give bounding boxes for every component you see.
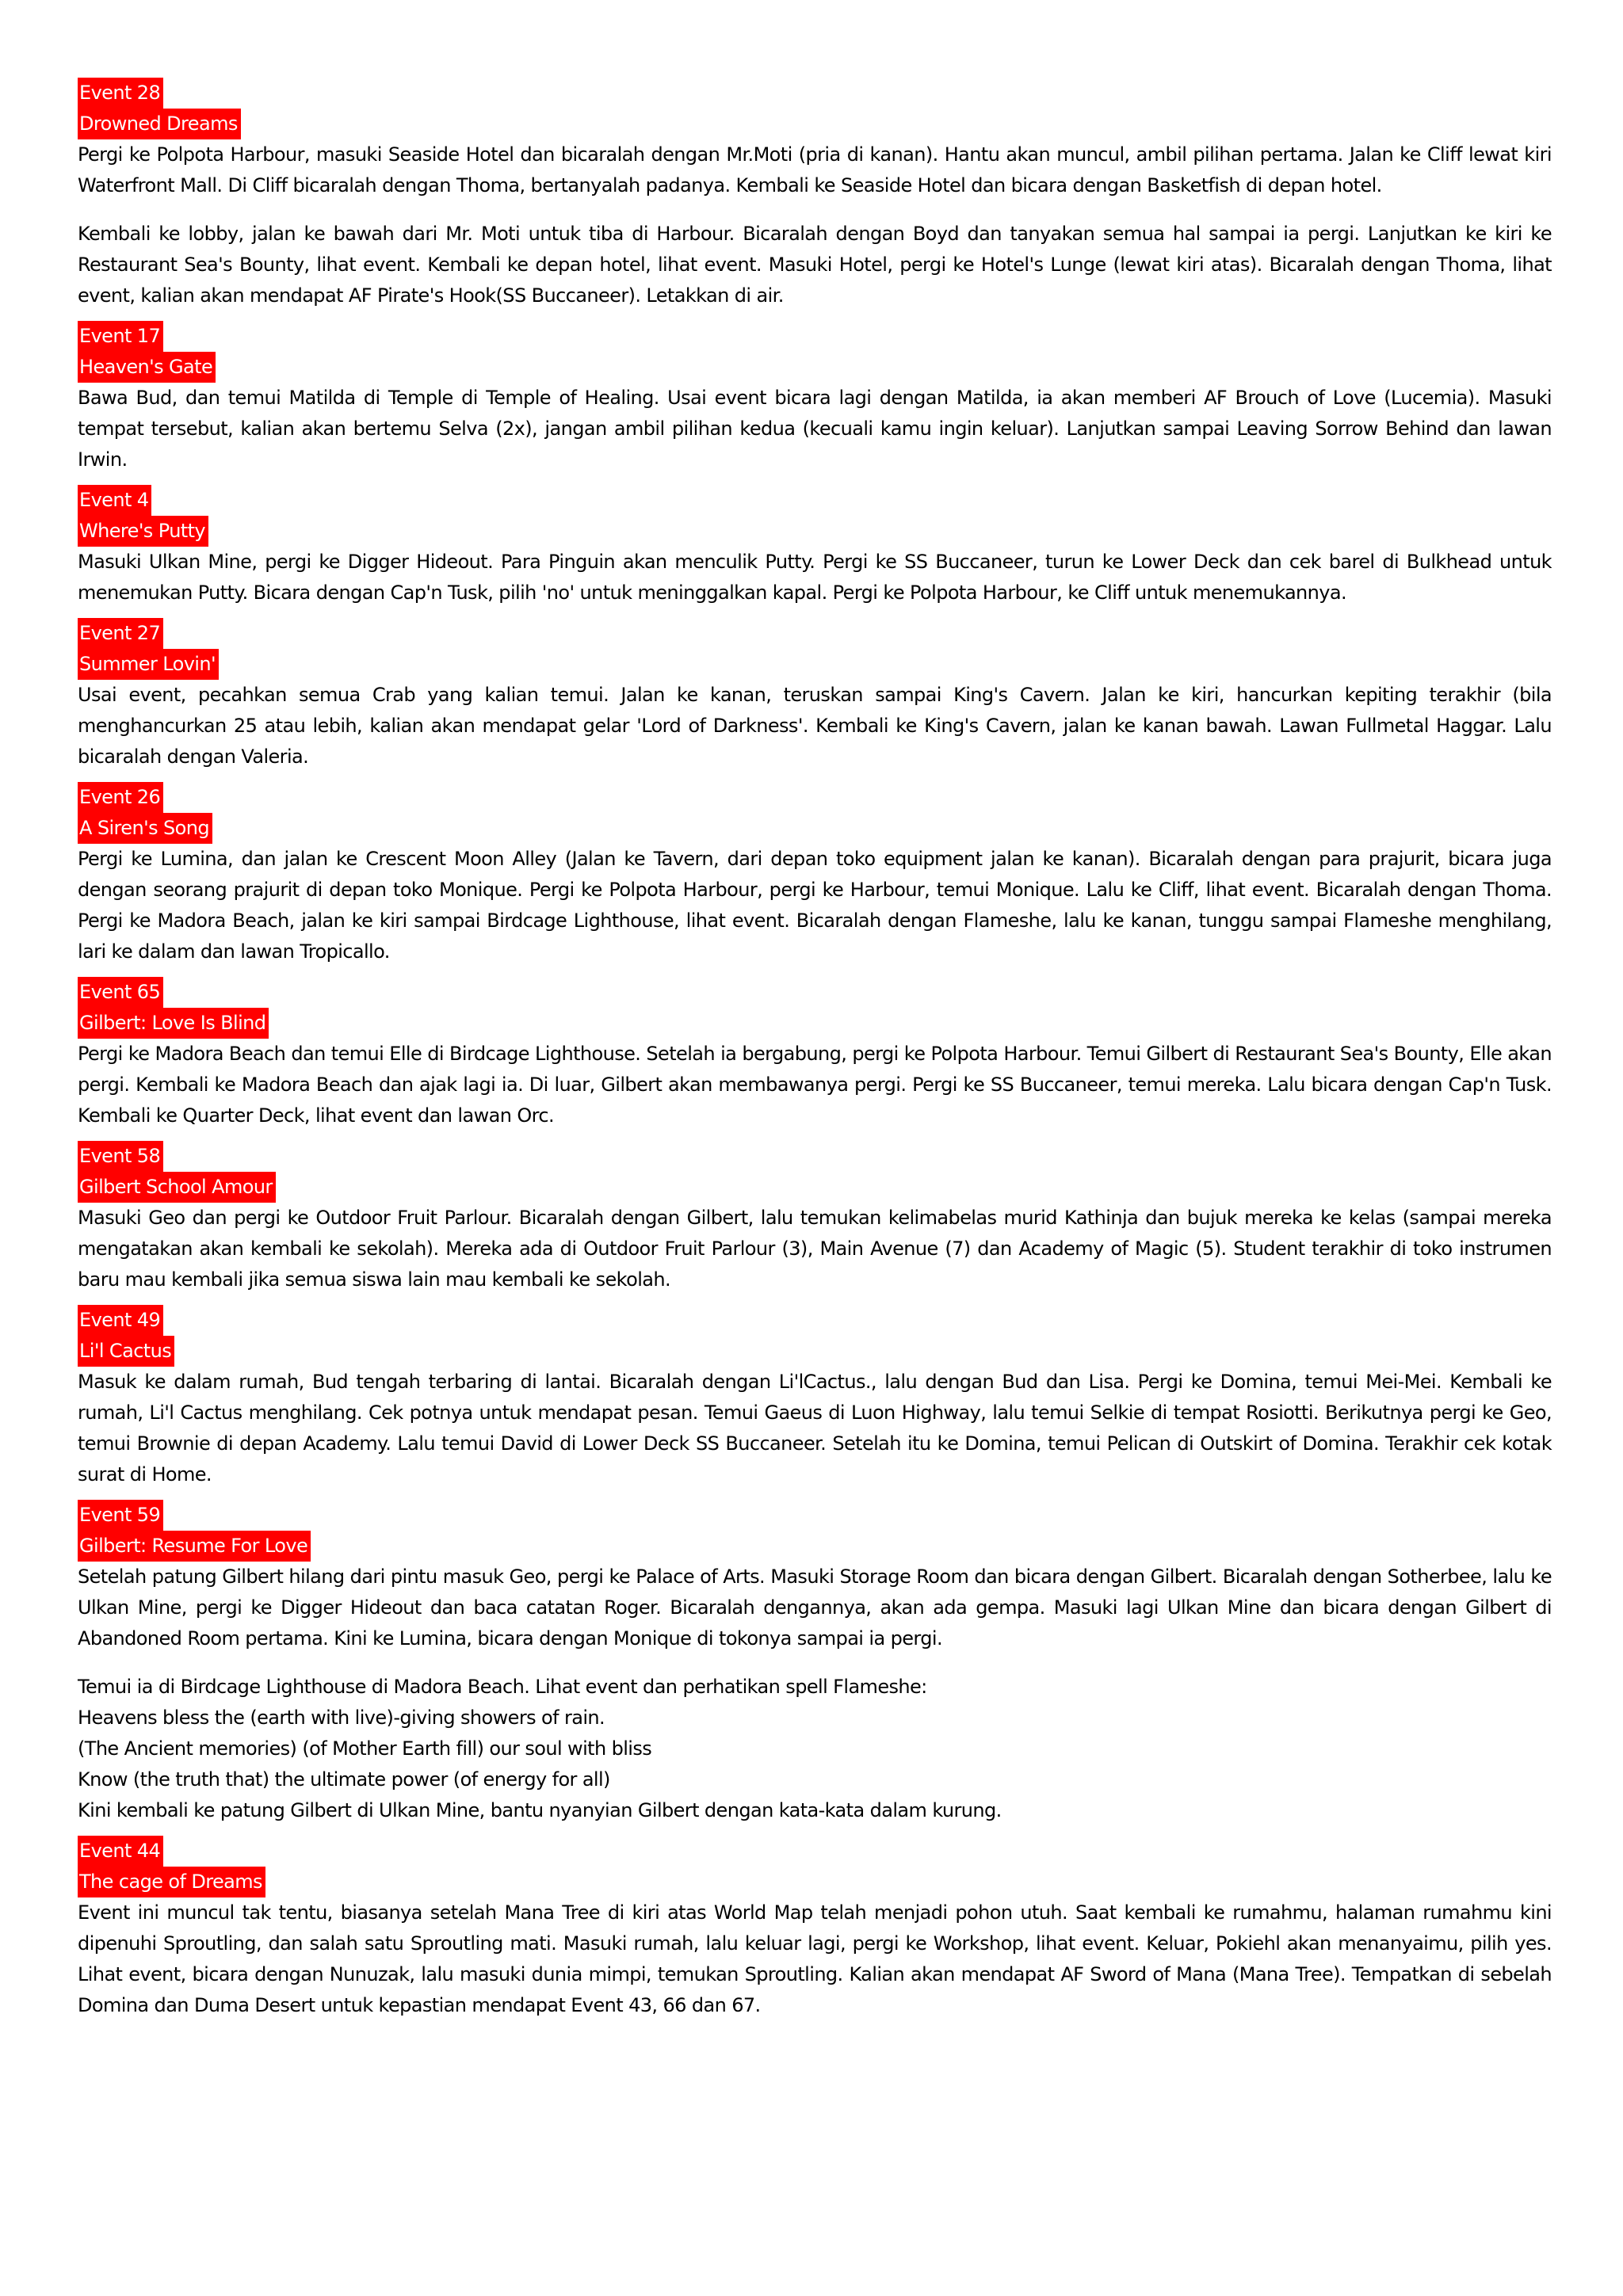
event-paragraph: Pergi ke Lumina, dan jalan ke Crescent Moon Alley (Jalan ke Tavern, dari depan toko equipment jalan ke kanan). Bicaralah dengan para prajurit, bicara juga dengan seorang prajurit di depan toko Monique. Pergi ke Polpota Harbour, pergi ke Harbour, temui Monique. Lalu ke Cliff, lihat event. Bicaralah dengan Thoma. Pergi ke Madora Beach, jalan ke kiri sampai Birdcage Lighthouse, lihat event. Bicaralah dengan Flameshe, lalu ke kanan, tunggu sampai Flameshe menghilang, lari ke dalam dan lawan Tropicallo. — [78, 848, 1552, 963]
event-number: Event 59 — [78, 1500, 163, 1531]
event-section — [78, 321, 1552, 475]
event-number: Event 28 — [78, 78, 163, 109]
event-paragraph: Usai event, pecahkan semua Crab yang kalian temui. Jalan ke kanan, teruskan sampai King's Cavern. Jalan ke kiri, hancurkan kepiting terakhir (bila menghancurkan 25 atau lebih, kalian akan mendapat gelar 'Lord of Darkness'. Kembali ke King's Cavern, jalan ke kanan bawah. Lawan Fullmetal Haggar. Lalu bicaralah dengan Valeria. — [78, 684, 1552, 768]
event-section — [78, 1141, 1552, 1295]
event-number: Event 65 — [78, 977, 163, 1008]
event-paragraph: Masuk ke dalam rumah, Bud tengah terbaring di lantai. Bicaralah dengan Li'lCactus., lalu dengan Bud dan Lisa. Pergi ke Domina, temui Mei-Mei. Kembali ke rumah, Li'l Cactus menghilang. Cek potnya untuk mendapat pesan. Temui Gaeus di Luon Highway, lalu temui Selkie di tempat Rosiotti. Berikutnya pergi ke Geo, temui Brownie di depan Academy. Lalu temui David di Lower Deck SS Buccaneer. Setelah itu ke Domina, temui Pelican di Outskirt of Domina. Terakhir cek kotak surat di Home. — [78, 1371, 1552, 1486]
event-number: Event 26 — [78, 782, 163, 813]
event-title: The cage of Dreams — [78, 1867, 265, 1897]
spell-line: (The Ancient memories) (of Mother Earth fill) our soul with bliss — [78, 1737, 652, 1760]
event-title: Summer Lovin' — [78, 649, 219, 680]
event-paragraph: Setelah patung Gilbert hilang dari pintu masuk Geo, pergi ke Palace of Arts. Masuki Storage Room dan bicara dengan Gilbert. Bicaralah dengan Sotherbee, lalu ke Ulkan Mine, pergi ke Digger Hideout dan baca catatan Roger. Bicaralah dengannya, akan ada gempa. Masuki lagi Ulkan Mine dan bicara dengan Gilbert di Abandoned Room pertama. Kini ke Lumina, bicara dengan Monique di tokonya sampai ia pergi. — [78, 1566, 1552, 1650]
event-section — [78, 1500, 1552, 1826]
document-page — [78, 78, 1552, 2031]
event-section — [78, 782, 1552, 967]
event-title: Heaven's Gate — [78, 352, 216, 383]
event-title: A Siren's Song — [78, 813, 212, 844]
event-paragraph: Pergi ke Polpota Harbour, masuki Seaside Hotel dan bicaralah dengan Mr.Moti (pria di kanan). Hantu akan muncul, ambil pilihan pertama. Jalan ke Cliff lewat kiri Waterfront Mall. Di Cliff bicaralah dengan Thoma, bertanyalah padanya. Kembali ke Seaside Hotel dan bicara dengan Basketfish di depan hotel. — [78, 143, 1552, 196]
event-number: Event 49 — [78, 1305, 163, 1336]
event-title: Gilbert School Amour — [78, 1172, 276, 1203]
event-title: Gilbert: Love Is Blind — [78, 1008, 269, 1039]
event-title: Gilbert: Resume For Love — [78, 1531, 311, 1562]
event-section — [78, 78, 1552, 311]
event-section — [78, 1305, 1552, 1490]
event-paragraph: Masuki Ulkan Mine, pergi ke Digger Hideout. Para Pinguin akan menculik Putty. Pergi ke SS Buccaneer, turun ke Lower Deck dan cek barel di Bulkhead untuk menemukan Putty. Bicara dengan Cap'n Tusk, pilih 'no' untuk meninggalkan kapal. Pergi ke Polpota Harbour, ke Cliff untuk menemukannya. — [78, 551, 1552, 604]
event-section — [78, 485, 1552, 608]
event-title: Li'l Cactus — [78, 1336, 174, 1367]
event-section — [78, 1836, 1552, 2021]
spell-line: Kini kembali ke patung Gilbert di Ulkan Mine, bantu nyanyian Gilbert dengan kata-kata dalam kurung. — [78, 1799, 1002, 1821]
event-paragraph: Bawa Bud, dan temui Matilda di Temple di Temple of Healing. Usai event bicara lagi dengan Matilda, ia akan memberi AF Brouch of Love (Lucemia). Masuki tempat tersebut, kalian akan bertemu Selva (2x), jangan ambil pilihan kedua (kecuali kamu ingin keluar). Lanjutkan sampai Leaving Sorrow Behind dan lawan Irwin. — [78, 387, 1552, 471]
event-paragraph: Masuki Geo dan pergi ke Outdoor Fruit Parlour. Bicaralah dengan Gilbert, lalu temukan kelimabelas murid Kathinja dan bujuk mereka ke kelas (sampai mereka mengatakan akan kembali ke sekolah). Mereka ada di Outdoor Fruit Parlour (3), Main Avenue (7) dan Academy of Magic (5). Student terakhir di toko instrumen baru mau kembali jika semua siswa lain mau kembali ke sekolah. — [78, 1207, 1552, 1291]
event-paragraph: Event ini muncul tak tentu, biasanya setelah Mana Tree di kiri atas World Map telah menjadi pohon utuh. Saat kembali ke rumahmu, halaman rumahmu kini dipenuhi Sproutling, dan salah satu Sproutling mati. Masuki rumah, lalu keluar lagi, pergi ke Workshop, lihat event. Keluar, Pokiehl akan menanyaimu, pilih yes. Lihat event, bicara dengan Nunuzak, lalu masuki dunia mimpi, temukan Sproutling. Kalian akan mendapat AF Sword of Mana (Mana Tree). Tempatkan di sebelah Domina dan Duma Desert untuk kepastian mendapat Event 43, 66 dan 67. — [78, 1901, 1552, 2016]
event-number: Event 58 — [78, 1141, 163, 1172]
event-title: Where's Putty — [78, 516, 208, 547]
event-number: Event 27 — [78, 618, 163, 649]
spell-line: Know (the truth that) the ultimate power (of energy for all) — [78, 1768, 610, 1791]
event-number: Event 4 — [78, 485, 151, 516]
event-number: Event 44 — [78, 1836, 163, 1867]
event-paragraph: Kembali ke lobby, jalan ke bawah dari Mr. Moti untuk tiba di Harbour. Bicaralah dengan Boyd dan tanyakan semua hal sampai ia pergi. Lanjutkan ke kiri ke Restaurant Sea's Bounty, lihat event. Kembali ke depan hotel, lihat event. Masuki Hotel, pergi ke Hotel's Lunge (lewat kiri atas). Bicaralah dengan Thoma, lihat event, kalian akan mendapat AF Pirate's Hook(SS Buccaneer). Letakkan di air. — [78, 223, 1552, 307]
spell-line: Temui ia di Birdcage Lighthouse di Madora Beach. Lihat event dan perhatikan spell Flameshe: — [78, 1676, 927, 1698]
spell-line: Heavens bless the (earth with live)-giving showers of rain. — [78, 1707, 605, 1729]
event-section — [78, 977, 1552, 1131]
event-paragraph: Pergi ke Madora Beach dan temui Elle di Birdcage Lighthouse. Setelah ia bergabung, pergi ke Polpota Harbour. Temui Gilbert di Restaurant Sea's Bounty, Elle akan pergi. Kembali ke Madora Beach dan ajak lagi ia. Di luar, Gilbert akan membawanya pergi. Pergi ke SS Buccaneer, temui mereka. Lalu bicara dengan Cap'n Tusk. Kembali ke Quarter Deck, lihat event dan lawan Orc. — [78, 1043, 1552, 1127]
event-section — [78, 618, 1552, 772]
spell-block — [78, 1672, 1552, 1826]
event-title: Drowned Dreams — [78, 109, 241, 139]
event-number: Event 17 — [78, 321, 163, 352]
